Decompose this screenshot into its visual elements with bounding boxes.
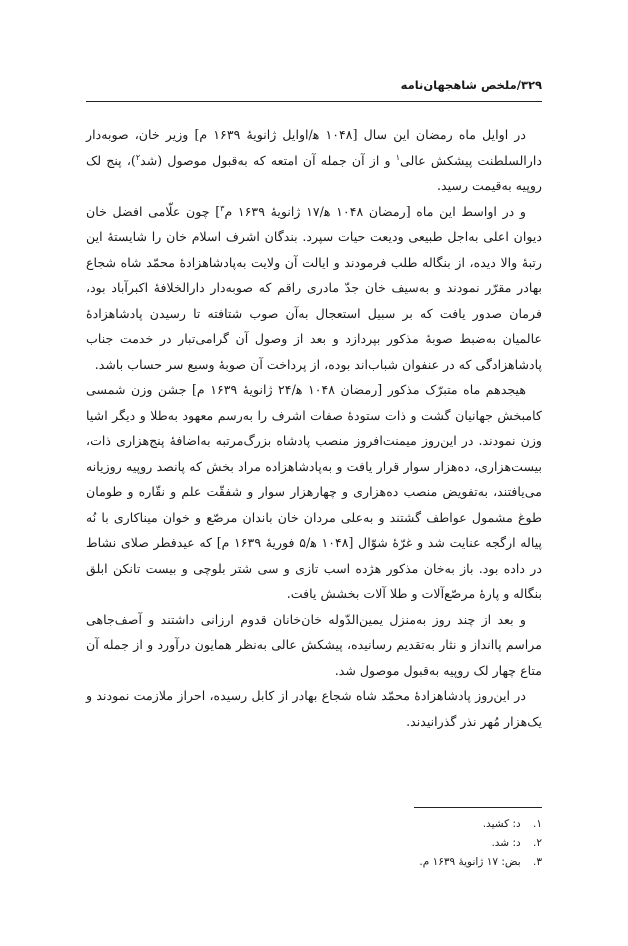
- footnote-2: [242, 834, 542, 853]
- footnotes: [242, 815, 542, 872]
- footnote-1-number: ۱.: [533, 818, 542, 830]
- paragraph-5-text: در این‌روز پادشاهزادهٔ محمّد شاه شجاع بهادر از کابل رسیده، احراز ملازمت نمودند و یک‌هزار مُهر نذر گذرانیدند.: [86, 688, 542, 729]
- paragraph-2-text-b: ] چون علّامی افضل خان دیوان اعلی به‌اجل طبیعی ودیعت حیات سپرد. بندگان اشرف اسلام خان را شایستهٔ این رتبهٔ والا دیده، از بنگاله طلب فرمودند و ایالت آن ولایت به‌پادشاهزادهٔ محمّد شاه شجاع بهادر مقرّر نمودند و به‌سیف خان جدّ مادری راقم که صوبه‌دار دارالخلافهٔ اکبرآباد بود، فرمان صدور یافت که بر سبیل استعجال به‌آن صوب شتافته تا رسیدن پادشاهزادهٔ عالمیان به‌ضبط صوبهٔ مذکور بپردازد و بعد از وصول آن گرامی‌تبار در خدمت جناب پادشاهزادگی که در عنفوان شباب‌اند بوده، از پرداخت آن صوبهٔ وسیع سر حساب باشد.: [86, 203, 542, 372]
- paragraph-1-text-b: و از آن جمله آن امتعه که به‌قبول موصول (شد: [140, 152, 396, 168]
- paragraph-4: [86, 607, 542, 684]
- paragraph-4-text: و بعد از چند روز به‌منزل یمین‌الدّوله خان‌خانان قدوم ارزانی داشتند و آصف‌جاهی مراسم پاانداز و نثار به‌تقدیم رسانیده، پیشکش عالی به‌نظر همایون درآورد و از جمله آن متاع چهار لک روپیه به‌قبول موصول شد.: [86, 611, 542, 678]
- footnote-2-text: د: شد.: [491, 837, 521, 849]
- paragraph-1: [86, 122, 542, 199]
- paragraph-3-text: هیجدهم ماه متبرّک مذکور [رمضان ۱۰۴۸ ه‍/۲۴ ژانویهٔ ۱۶۳۹ م] جشن وزن شمسی کامبخش جهانیان گشت و ذات ستودهٔ صفات اشرف را به‌رسم معهود به‌طلا و دیگر اشیا وزن نمودند. در این‌روز میمنت‌افروز منصب پادشاه بزرگ‌مرتبه به‌اضافهٔ پنج‌هزاری ذات، بیست‌هزاری، ده‌هزار سوار قرار یافت و به‌پادشاهزاده مراد بخش که پانصد روپیه روزیانه می‌یافتند، به‌تفویض منصب ده‌هزاری و چهارهزار سوار و شفقّت علم و نقّاره و طومان طوغ مشمول عواطف گشتند و به‌علی مردان خان باندان مرصّع و خوان میناکاری با نُه پیاله ارگجه عنایت شد و غرّهٔ شوّال [۱۰۴۸ ه‍/۵ فوریهٔ ۱۶۳۹ م] که عیدفطر صلای نشاط در داده بود. باز به‌خان مذکور هژده اسب تازی و سی شتر بلوچی و بیست تانکن ابلق بنگاله و پارهٔ مرصّع‌آلات و طلا آلات بخشش یافت.: [86, 382, 542, 601]
- footnote-2-number: ۲.: [533, 837, 542, 849]
- running-header: ۳۲۹/ملخص شاهجهان‌نامه: [400, 78, 542, 92]
- footnote-3-number: ۳.: [533, 856, 542, 868]
- paragraph-2-text-a: و در اواسط این ماه [رمضان ۱۰۴۸ ه‍/۱۷ ژانویهٔ ۱۶۳۹ م: [224, 203, 526, 219]
- paragraph-2: [86, 199, 542, 378]
- paragraph-1-text-c: )، پنج لک روپیه به‌قیمت رسید.: [86, 152, 542, 193]
- paragraph-5: [86, 683, 542, 734]
- footnote-ref-1: ۱: [395, 152, 401, 162]
- footnote-1: [242, 815, 542, 834]
- body-text: [86, 122, 542, 734]
- paragraph-3: [86, 377, 542, 607]
- footnote-ref-3: ۳: [220, 203, 225, 213]
- footnote-3: [242, 853, 542, 872]
- paragraph-1-text-a: در اوایل ماه رمضان این سال [۱۰۴۸ ه‍/اوایل ژانویهٔ ۱۶۳۹ م] وزیر خان، صوبه‌دار دارالسلطنت پیشکش عالی: [86, 127, 542, 168]
- footnote-rule: [414, 807, 542, 808]
- header-rule: [86, 101, 542, 102]
- footnote-ref-2: ۲: [135, 152, 141, 162]
- footnote-1-text: د: کشید.: [482, 818, 521, 830]
- footnote-3-text: بض: ۱۷ ژانویهٔ ۱۶۳۹ م.: [419, 856, 521, 868]
